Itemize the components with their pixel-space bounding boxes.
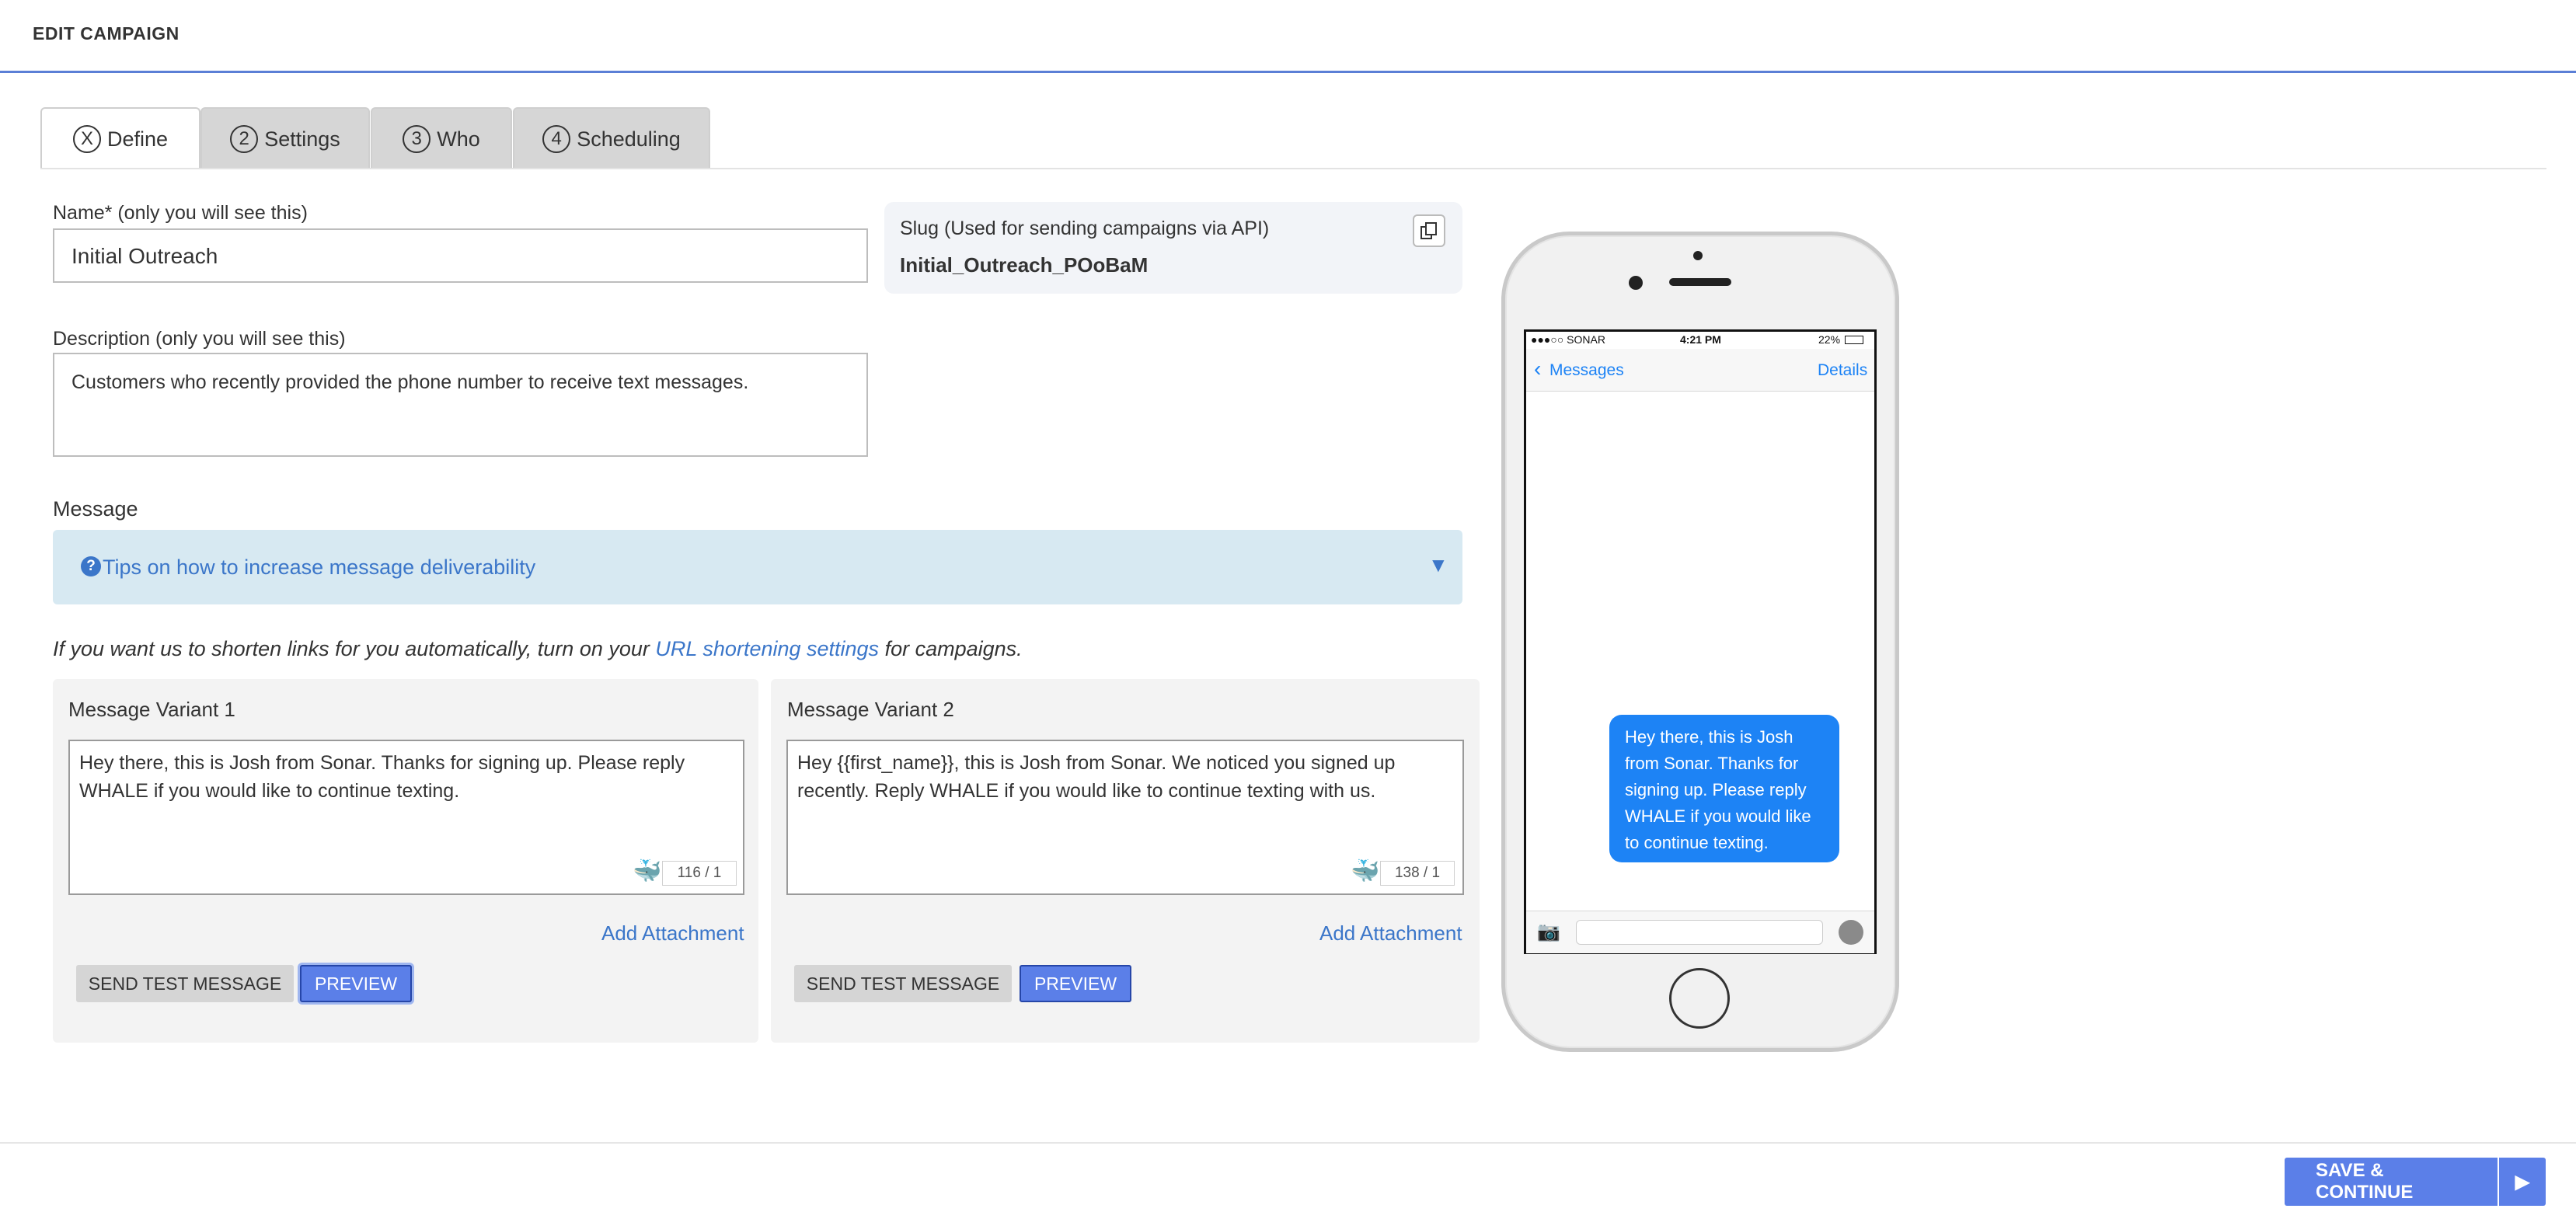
phone-speaker: [1669, 278, 1731, 286]
chevron-down-icon[interactable]: ▼: [1428, 553, 1448, 576]
tab-label: Scheduling: [577, 127, 681, 151]
microphone-icon: [1839, 920, 1863, 945]
battery-percent: 22%: [1818, 333, 1841, 346]
send-test-message-button[interactable]: SEND TEST MESSAGE: [76, 965, 294, 1002]
message-label: Message: [53, 497, 138, 521]
name-label: Name* (only you will see this): [53, 202, 308, 224]
carrier-text: ●●●○○ SONAR: [1531, 333, 1605, 346]
shorten-note-pre: If you want us to shorten links for you automatically, turn on your: [53, 637, 656, 660]
variant-message-textarea[interactable]: Hey there, this is Josh from Sonar. Thanks for signing up. Please reply WHALE if you would like to continue texting.: [68, 740, 744, 895]
slug-label: Slug (Used for sending campaigns via API): [900, 218, 1270, 239]
add-attachment-link[interactable]: Add Attachment: [1319, 921, 1462, 945]
shorten-links-note: [53, 637, 1023, 661]
phone-nav-bar: [1526, 349, 1874, 392]
character-count: 138 / 1: [1380, 861, 1455, 886]
tab-label: Settings: [264, 127, 340, 151]
save-continue-label: SAVE & CONTINUE: [2316, 1160, 2414, 1203]
camera-icon: 📷: [1537, 921, 1560, 942]
tab-label: Define: [106, 127, 169, 151]
whale-icon[interactable]: 🐳: [633, 859, 662, 884]
save-continue-button[interactable]: [2285, 1158, 2546, 1206]
preview-button[interactable]: PREVIEW: [1020, 965, 1131, 1002]
phone-sensor: [1693, 251, 1703, 260]
name-input[interactable]: Initial Outreach: [53, 228, 868, 283]
tab-step-number: 2: [230, 125, 258, 153]
tab-settings[interactable]: [200, 107, 370, 169]
tab-scheduling[interactable]: [513, 107, 710, 169]
page-header: [0, 0, 2576, 73]
battery-icon: [1845, 336, 1863, 344]
variant-label: Message Variant 1: [68, 698, 235, 721]
footer-divider: [0, 1142, 2576, 1144]
shorten-note-post: for campaigns.: [879, 637, 1023, 660]
details-link: Details: [1818, 361, 1868, 379]
phone-front-camera: [1629, 276, 1643, 290]
phone-message-input: [1576, 920, 1823, 945]
slug-box: [884, 202, 1462, 294]
question-icon: ?: [81, 556, 101, 576]
phone-home-button: [1669, 968, 1730, 1029]
url-shortening-link[interactable]: URL shortening settings: [655, 637, 880, 660]
add-attachment-link[interactable]: Add Attachment: [601, 921, 744, 945]
variant-message-textarea[interactable]: Hey {{first_name}}, this is Josh from Sonar. We noticed you signed up recently. Reply WHALE if you would like to continue texting with us.: [786, 740, 1464, 895]
tab-step-number: X: [73, 125, 101, 153]
tab-label: Who: [437, 127, 480, 151]
tab-step-number: 4: [542, 125, 570, 153]
phone-status-bar: [1526, 332, 1874, 349]
whale-icon[interactable]: 🐳: [1351, 859, 1380, 884]
tips-link[interactable]: Tips on how to increase message deliverability: [103, 556, 536, 579]
message-bubble: Hey there, this is Josh from Sonar. Thanks for signing up. Please reply WHALE if you would like to continue texting.: [1609, 715, 1839, 862]
phone-time: 4:21 PM: [1680, 333, 1721, 346]
description-textarea[interactable]: Customers who recently provided the phone number to receive text messages.: [53, 353, 868, 457]
preview-button[interactable]: PREVIEW: [300, 965, 412, 1002]
tab-divider: [40, 168, 2546, 169]
page-title: EDIT CAMPAIGN: [33, 23, 180, 44]
copy-slug-button[interactable]: [1413, 214, 1445, 247]
tab-who[interactable]: [371, 107, 512, 169]
tab-define[interactable]: [40, 107, 200, 169]
character-count: 116 / 1: [662, 861, 737, 886]
variant-label: Message Variant 2: [787, 698, 954, 721]
description-label: Description (only you will see this): [53, 328, 346, 350]
tab-step-number: 3: [403, 125, 430, 153]
chevron-left-icon: ‹: [1534, 357, 1542, 381]
slug-value: Initial_Outreach_POoBaM: [900, 253, 1149, 277]
play-arrow-icon: ▶: [2498, 1158, 2546, 1206]
send-test-message-button[interactable]: SEND TEST MESSAGE: [794, 965, 1012, 1002]
messages-back-link: Messages: [1549, 361, 1624, 379]
copy-icon: [1419, 221, 1439, 241]
